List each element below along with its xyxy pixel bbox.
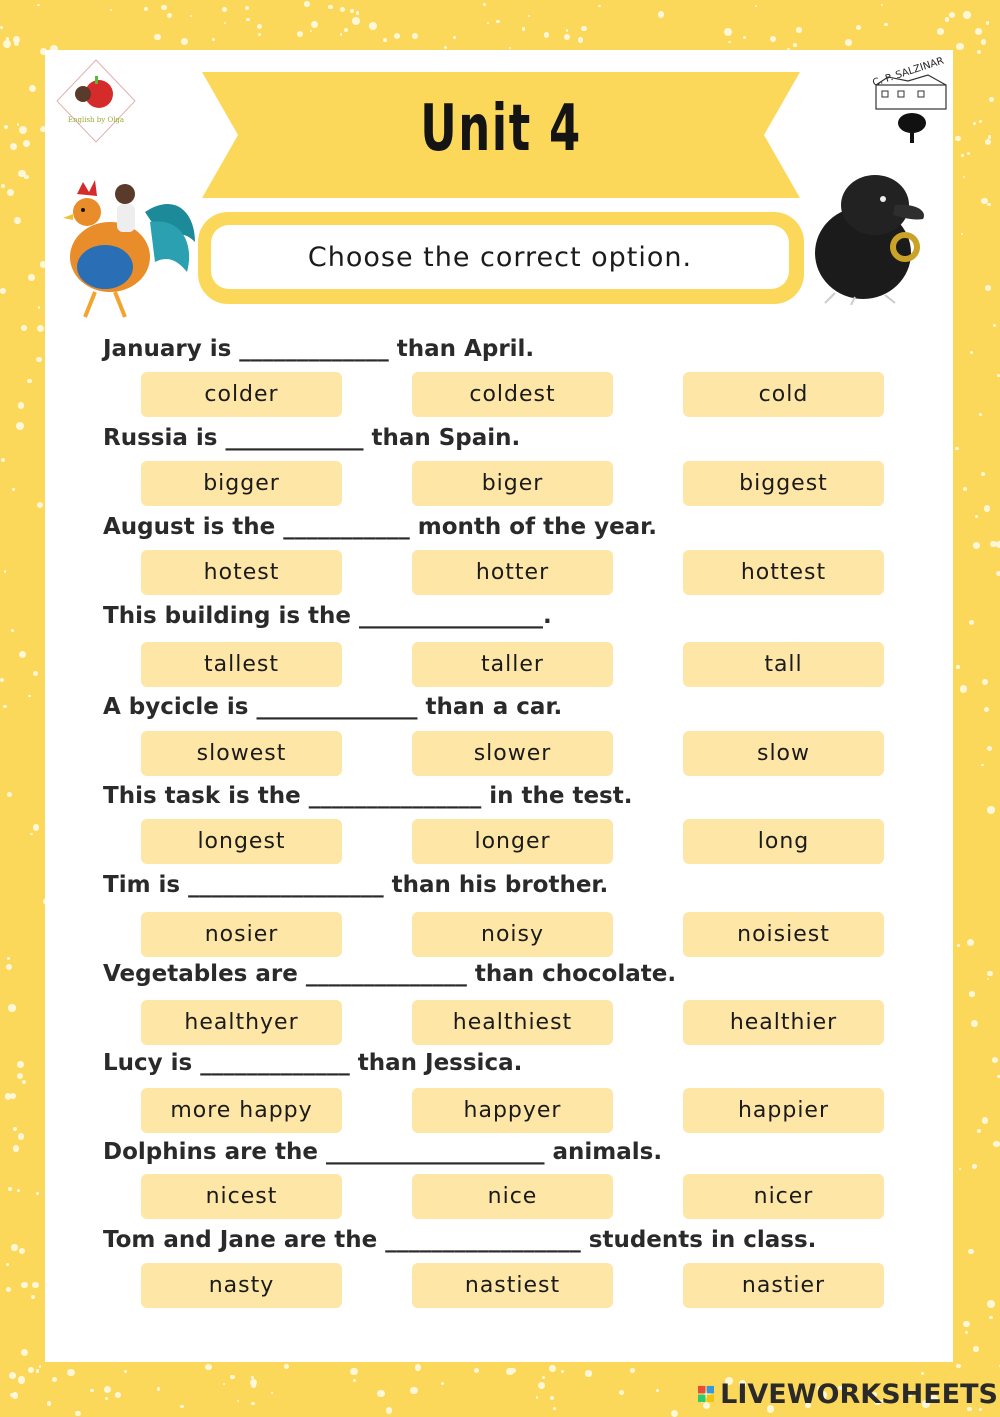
- speckle-dot: [350, 1368, 358, 1376]
- speckle-dot: [972, 1164, 977, 1169]
- speckle-dot: [271, 1392, 273, 1394]
- answer-option-button[interactable]: hottest: [683, 550, 884, 595]
- speckle-dot: [180, 1405, 184, 1409]
- speckle-dot: [30, 833, 32, 835]
- speckle-dot: [960, 685, 967, 692]
- speckle-dot: [474, 1368, 479, 1373]
- answer-option-button[interactable]: long: [683, 819, 884, 864]
- instruction-text: Choose the correct option.: [211, 225, 789, 289]
- speckle-dot: [881, 4, 883, 6]
- speckle-dot: [441, 1382, 444, 1385]
- speckle-dot: [949, 12, 955, 18]
- speckle-dot: [310, 30, 312, 32]
- question-text: This building is the ________________.: [103, 603, 552, 629]
- speckle-dot: [561, 1370, 564, 1373]
- speckle-dot: [251, 1376, 254, 1379]
- speckle-dot: [27, 379, 31, 383]
- school-logo-caption: C. P. SALZINAR: [871, 55, 946, 89]
- speckle-dot: [982, 679, 988, 685]
- speckle-dot: [992, 1057, 998, 1063]
- question-text: Vegetables are ______________ than chocolate.: [103, 961, 677, 987]
- speckle-dot: [37, 325, 44, 332]
- speckle-dot: [989, 97, 994, 102]
- speckle-dot: [340, 33, 342, 35]
- speckle-dot: [52, 1377, 57, 1382]
- speckle-dot: [39, 1365, 41, 1367]
- speckle-dot: [21, 325, 27, 331]
- speckle-dot: [4, 570, 7, 573]
- answer-option-button[interactable]: happyer: [412, 1088, 613, 1133]
- speckle-dot: [304, 1, 310, 7]
- speckle-dot: [10, 1093, 16, 1099]
- speckle-dot: [1, 458, 5, 462]
- speckle-dot: [963, 11, 970, 18]
- speckle-dot: [959, 1168, 961, 1170]
- answer-option-button[interactable]: healthier: [683, 1000, 884, 1045]
- speckle-dot: [743, 36, 746, 39]
- speckle-dot: [975, 515, 978, 518]
- speckle-dot: [340, 7, 345, 12]
- speckle-dot: [328, 5, 332, 9]
- answer-option-button[interactable]: noisy: [412, 912, 613, 957]
- speckle-dot: [984, 707, 989, 712]
- speckle-dot: [258, 33, 261, 36]
- speckle-dot: [961, 154, 964, 157]
- speckle-dot: [956, 1364, 960, 1368]
- speckle-dot: [1, 184, 5, 188]
- teacher-logo: [55, 58, 137, 144]
- answer-option-button[interactable]: biggest: [683, 461, 884, 506]
- speckle-dot: [19, 651, 26, 658]
- speckle-dot: [415, 1364, 422, 1371]
- answer-option-button[interactable]: nosier: [141, 912, 342, 957]
- speckle-dot: [157, 1387, 161, 1391]
- answer-option-button[interactable]: slower: [412, 731, 613, 776]
- speckle-dot: [28, 1367, 34, 1373]
- speckle-dot: [945, 17, 949, 21]
- speckle-dot: [796, 27, 802, 33]
- speckle-dot: [144, 7, 148, 11]
- speckle-dot: [12, 488, 15, 491]
- speckle-dot: [212, 38, 215, 41]
- speckle-dot: [544, 32, 549, 37]
- speckle-dot: [124, 1370, 127, 1373]
- speckle-dot: [36, 1192, 39, 1195]
- speckle-dot: [728, 41, 730, 43]
- speckle-dot: [32, 1282, 38, 1288]
- question-text: Lucy is _____________ than Jessica.: [103, 1050, 523, 1076]
- speckle-dot: [7, 957, 10, 960]
- speckle-dot: [16, 422, 24, 430]
- speckle-dot: [33, 824, 40, 831]
- speckle-dot: [11, 629, 14, 632]
- teacher-logo-caption: English by Olga: [67, 116, 125, 124]
- liveworksheets-brand: LIVEWORKSHEETS: [720, 1378, 998, 1410]
- speckle-dot: [496, 20, 499, 23]
- speckle-dot: [483, 3, 486, 6]
- speckle-dot: [7, 189, 14, 196]
- speckle-dot: [246, 18, 250, 22]
- speckle-dot: [410, 1387, 418, 1395]
- niffler-illustration: [805, 165, 930, 305]
- speckle-dot: [965, 1331, 968, 1334]
- answer-option-button[interactable]: bigger: [141, 461, 342, 506]
- speckle-dot: [13, 36, 20, 43]
- question-text: A bycicle is ______________ than a car.: [103, 694, 563, 720]
- speckle-dot: [453, 36, 455, 38]
- speckle-dot: [167, 13, 172, 18]
- speckle-dot: [230, 1375, 235, 1380]
- answer-option-button[interactable]: tallest: [141, 642, 342, 687]
- speckle-dot: [353, 1379, 356, 1382]
- speckle-dot: [21, 1349, 28, 1356]
- speckle-dot: [969, 991, 974, 996]
- answer-option-button[interactable]: colder: [141, 372, 342, 417]
- speckle-dot: [17, 1061, 24, 1068]
- speckle-dot: [377, 1390, 384, 1397]
- answer-option-button[interactable]: cold: [683, 372, 884, 417]
- speckle-dot: [444, 46, 447, 49]
- speckle-dot: [223, 1383, 225, 1385]
- answer-option-button[interactable]: nasty: [141, 1263, 342, 1308]
- speckle-dot: [352, 17, 360, 25]
- question-text: Tim is _________________ than his brother.: [103, 872, 609, 898]
- speckle-dot: [585, 1370, 591, 1376]
- answer-option-button[interactable]: nice: [412, 1174, 613, 1219]
- speckle-dot: [981, 764, 983, 766]
- page-title: Unit 4: [420, 92, 582, 166]
- speckle-dot: [90, 1389, 93, 1392]
- speckle-dot: [971, 1020, 978, 1027]
- speckle-dot: [973, 1346, 978, 1351]
- speckle-dot: [47, 1401, 52, 1406]
- speckle-dot: [856, 25, 861, 30]
- speckle-dot: [245, 6, 249, 10]
- speckle-dot: [528, 15, 530, 17]
- speckle-dot: [598, 5, 600, 7]
- answer-option-button[interactable]: healthyer: [141, 1000, 342, 1045]
- answer-option-button[interactable]: noisiest: [683, 912, 884, 957]
- speckle-dot: [987, 1300, 995, 1308]
- speckle-dot: [549, 1365, 556, 1372]
- speckle-dot: [33, 671, 38, 676]
- speckle-dot: [36, 357, 42, 363]
- speckle-dot: [967, 939, 975, 947]
- speckle-dot: [14, 217, 21, 224]
- answer-option-button[interactable]: slowest: [141, 731, 342, 776]
- speckle-dot: [522, 27, 525, 30]
- speckle-dot: [979, 413, 982, 416]
- speckle-dot: [955, 136, 961, 142]
- speckle-dot: [977, 1129, 982, 1134]
- speckle-dot: [24, 175, 28, 179]
- school-logo: [868, 55, 954, 150]
- speckle-dot: [619, 1390, 624, 1395]
- speckle-dot: [284, 1364, 289, 1369]
- speckle-dot: [487, 22, 489, 24]
- answer-option-button[interactable]: more happy: [141, 1088, 342, 1133]
- speckle-dot: [793, 43, 797, 47]
- speckle-dot: [553, 1407, 556, 1410]
- speckle-dot: [6, 1263, 9, 1266]
- speckle-dot: [770, 36, 776, 42]
- speckle-dot: [19, 1248, 25, 1254]
- speckle-dot: [10, 143, 17, 150]
- speckle-dot: [297, 31, 303, 37]
- speckle-dot: [581, 26, 586, 31]
- answer-option-button[interactable]: hotest: [141, 550, 342, 595]
- speckle-dot: [993, 324, 996, 327]
- speckle-dot: [105, 1397, 108, 1400]
- speckle-dot: [956, 43, 964, 51]
- speckle-dot: [3, 40, 11, 48]
- question-text: Russia is ____________ than Spain.: [103, 425, 521, 451]
- answer-option-button[interactable]: healthiest: [412, 1000, 613, 1045]
- question-text: Dolphins are the ___________________ animals.: [103, 1139, 663, 1165]
- answer-option-button[interactable]: slow: [683, 731, 884, 776]
- speckle-dot: [18, 1133, 25, 1140]
- speckle-dot: [977, 50, 981, 54]
- speckle-dot: [963, 176, 965, 178]
- speckle-dot: [658, 11, 664, 17]
- speckle-dot: [963, 487, 968, 492]
- speckle-dot: [967, 152, 970, 155]
- speckle-dot: [969, 620, 974, 625]
- speckle-dot: [31, 1295, 35, 1299]
- speckle-dot: [578, 37, 584, 43]
- speckle-dot: [4, 125, 8, 129]
- speckle-dot: [550, 1396, 554, 1400]
- speckle-dot: [250, 1379, 258, 1387]
- speckle-dot: [115, 1392, 121, 1398]
- speckle-dot: [0, 288, 6, 294]
- speckle-dot: [564, 34, 570, 40]
- speckle-dot: [0, 26, 3, 29]
- answer-option-button[interactable]: biger: [412, 461, 613, 506]
- speckle-dot: [36, 1369, 39, 1372]
- speckle-dot: [38, 306, 41, 309]
- speckle-dot: [566, 29, 569, 32]
- speckle-dot: [22, 1080, 26, 1084]
- speckle-dot: [205, 1364, 211, 1370]
- speckle-dot: [656, 1389, 659, 1392]
- speckle-dot: [18, 1376, 25, 1383]
- speckle-dot: [981, 472, 985, 476]
- answer-option-button[interactable]: tall: [683, 642, 884, 687]
- speckle-dot: [997, 374, 999, 376]
- speckle-dot: [386, 1407, 392, 1413]
- speckle-dot: [350, 9, 354, 13]
- speckle-dot: [993, 1141, 1000, 1148]
- speckle-dot: [394, 33, 400, 39]
- speckle-dot: [973, 122, 976, 125]
- answer-option-button[interactable]: taller: [412, 642, 613, 687]
- answer-option-button[interactable]: longer: [412, 819, 613, 864]
- speckle-dot: [987, 806, 994, 813]
- speckle-dot: [28, 695, 31, 698]
- speckle-dot: [988, 135, 992, 139]
- speckle-dot: [67, 1369, 75, 1377]
- speckle-dot: [921, 1372, 924, 1375]
- speckle-dot: [536, 1396, 539, 1399]
- speckle-dot: [982, 1117, 988, 1123]
- speckle-dot: [369, 22, 377, 30]
- speckle-dot: [989, 1316, 992, 1319]
- speckle-dot: [987, 978, 990, 981]
- speckle-dot: [21, 1282, 27, 1288]
- speckle-dot: [9, 1372, 16, 1379]
- speckle-dot: [344, 28, 348, 32]
- answer-option-button[interactable]: hotter: [412, 550, 613, 595]
- speckle-dot: [963, 1321, 970, 1328]
- speckle-dot: [18, 402, 25, 409]
- answer-option-button[interactable]: nastiest: [412, 1263, 613, 1308]
- answer-option-button[interactable]: longest: [141, 819, 342, 864]
- speckle-dot: [538, 1382, 545, 1389]
- speckle-dot: [19, 126, 27, 134]
- speckle-dot: [961, 233, 963, 235]
- speckle-dot: [7, 792, 12, 797]
- speckle-dot: [412, 33, 418, 39]
- speckle-dot: [724, 28, 732, 36]
- speckle-dot: [181, 38, 189, 46]
- speckle-dot: [955, 447, 959, 451]
- question-text: This task is the _______________ in the test.: [103, 783, 633, 809]
- speckle-dot: [37, 4, 39, 6]
- speckle-dot: [957, 944, 960, 947]
- answer-option-button[interactable]: happier: [683, 1088, 884, 1133]
- speckle-dot: [23, 140, 30, 147]
- speckle-dot: [37, 502, 43, 508]
- speckle-dot: [110, 9, 112, 11]
- speckle-dot: [987, 746, 992, 751]
- speckle-dot: [6, 1287, 11, 1292]
- speckle-dot: [542, 1376, 545, 1379]
- speckle-dot: [6, 964, 12, 970]
- answer-option-button[interactable]: coldest: [412, 372, 613, 417]
- speckle-dot: [845, 39, 852, 46]
- speckle-dot: [987, 203, 990, 206]
- speckle-dot: [8, 1187, 12, 1191]
- speckle-dot: [755, 5, 757, 7]
- liveworksheets-logo-icon: [698, 1381, 714, 1407]
- speckle-dot: [985, 139, 991, 145]
- speckle-dot: [161, 5, 167, 11]
- speckle-dot: [986, 21, 989, 24]
- speckle-dot: [979, 120, 982, 123]
- speckle-dot: [968, 1249, 974, 1255]
- speckle-dot: [5, 1093, 12, 1100]
- speckle-dot: [630, 1368, 635, 1373]
- speckle-dot: [987, 971, 993, 977]
- speckle-dot: [222, 7, 227, 12]
- speckle-dot: [383, 38, 387, 42]
- speckle-dot: [224, 22, 227, 25]
- speckle-dot: [75, 1411, 80, 1416]
- question-text: August is the ___________ month of the year.: [103, 514, 657, 540]
- speckle-dot: [510, 1368, 516, 1374]
- speckle-dot: [28, 274, 35, 281]
- speckle-dot: [3, 705, 6, 708]
- speckle-dot: [257, 24, 262, 29]
- speckle-dot: [0, 678, 4, 682]
- speckle-dot: [985, 285, 991, 291]
- speckle-dot: [17, 1189, 20, 1192]
- speckle-dot: [190, 15, 192, 17]
- speckle-dot: [154, 34, 160, 40]
- speckle-dot: [311, 21, 318, 28]
- speckle-dot: [237, 1400, 240, 1403]
- question-text: January is _____________ than April.: [103, 336, 535, 362]
- speckle-dot: [984, 505, 990, 511]
- speckle-dot: [996, 571, 1000, 576]
- speckle-dot: [956, 665, 960, 669]
- rooster-illustration: [55, 172, 200, 322]
- speckle-dot: [17, 123, 20, 126]
- answer-option-button[interactable]: nastier: [683, 1263, 884, 1308]
- speckle-dot: [13, 1127, 17, 1131]
- speckle-dot: [356, 11, 360, 15]
- question-text: Tom and Jane are the _________________ students in class.: [103, 1227, 817, 1253]
- speckle-dot: [884, 23, 887, 26]
- speckle-dot: [17, 1073, 23, 1079]
- answer-option-button[interactable]: nicer: [683, 1174, 884, 1219]
- speckle-dot: [8, 1004, 16, 1012]
- answer-option-button[interactable]: nicest: [141, 1174, 342, 1219]
- speckle-dot: [104, 1386, 111, 1393]
- speckle-dot: [11, 1244, 17, 1250]
- speckle-dot: [937, 28, 944, 35]
- speckle-dot: [973, 542, 980, 549]
- speckle-dot: [251, 1402, 255, 1406]
- speckle-dot: [29, 85, 36, 92]
- liveworksheets-footer[interactable]: [698, 1376, 998, 1412]
- speckle-dot: [970, 351, 973, 354]
- speckle-dot: [13, 1145, 20, 1152]
- speckle-dot: [981, 39, 987, 45]
- speckle-dot: [975, 28, 982, 35]
